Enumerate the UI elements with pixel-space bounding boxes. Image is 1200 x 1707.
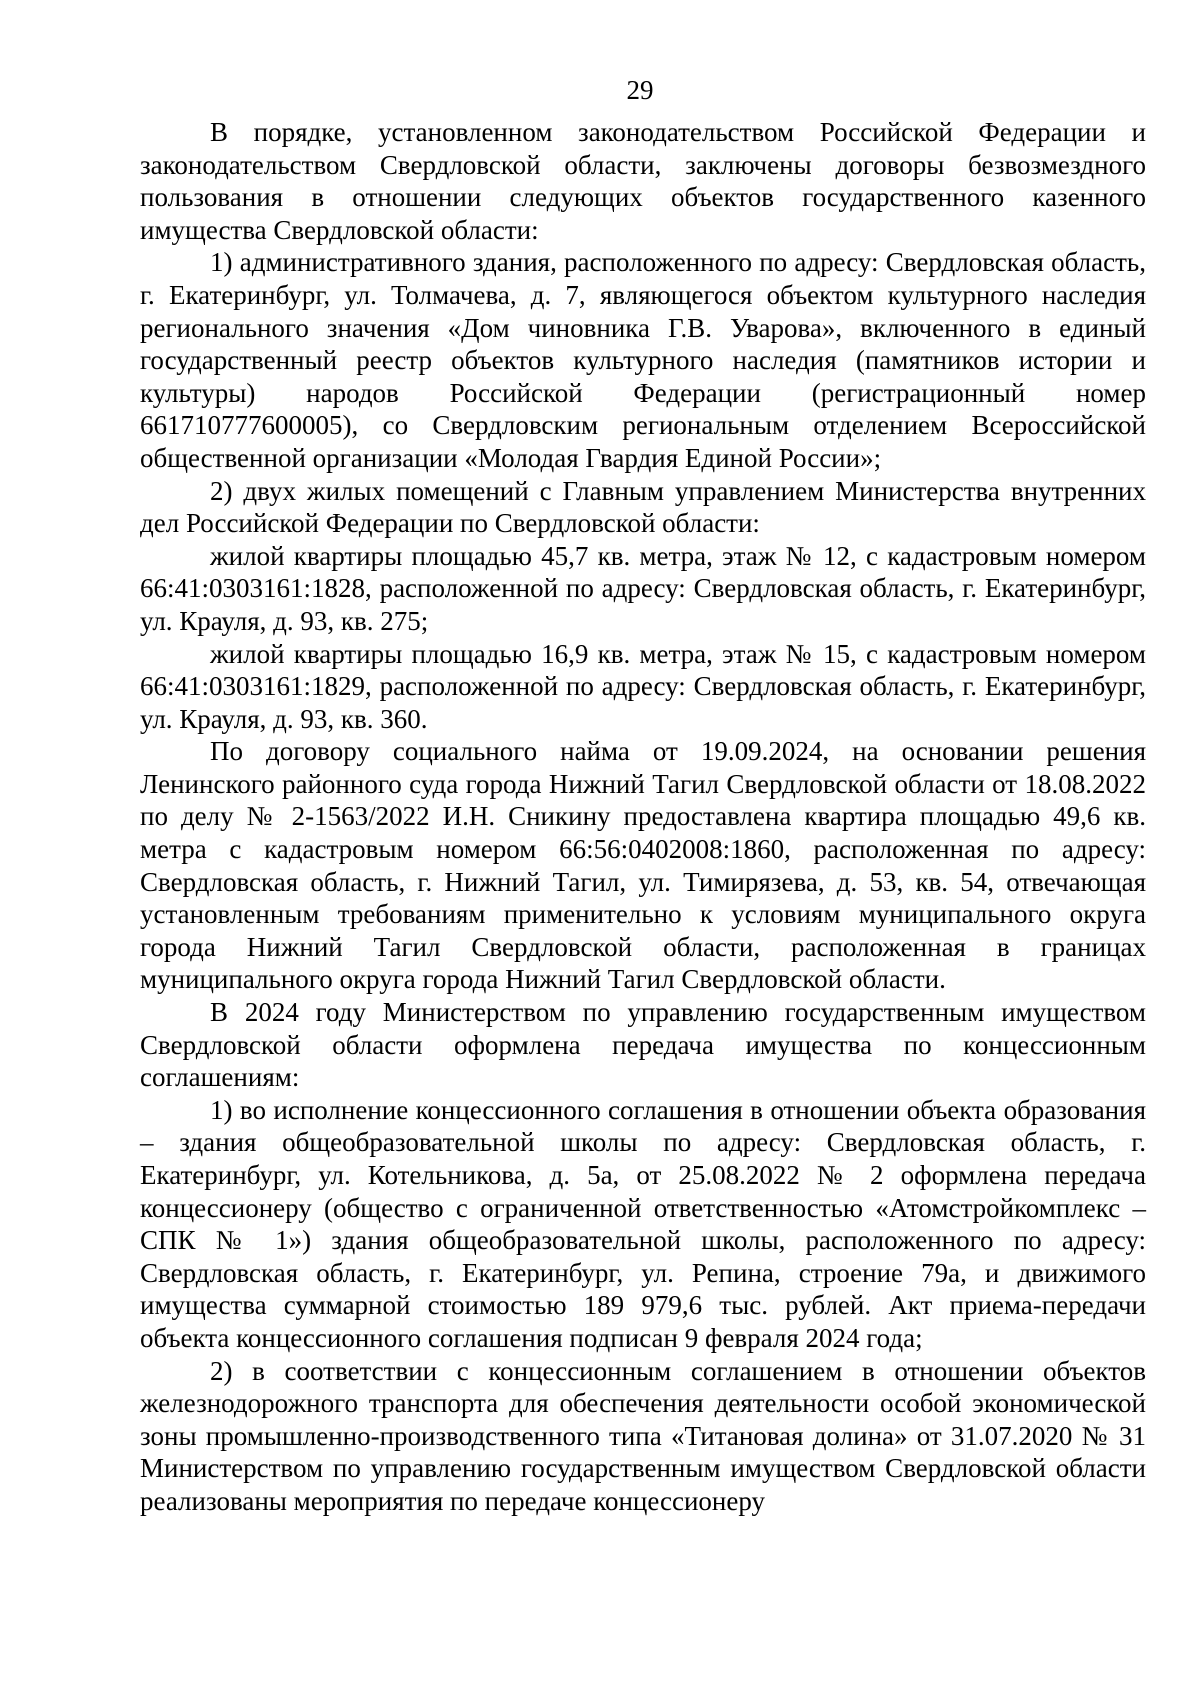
paragraph-railway-concession: 2) в соответствии с концессионным соглашением в отношении объектов железнодорожного транспорта для обеспечения деятельности особой экономической зоны промышленно-производственного типа «Титановая долина» от 31.07.2020 № 31 Министерством по управлению государственным имуществом Свердловской области реализованы мероприятия по передаче концессионеру [140, 1355, 1146, 1516]
document-body [140, 116, 1146, 1518]
paragraph-admin-building: 1) административного здания, расположенного по адресу: Свердловская область, г. Екатеринбург, ул. Толмачева, д. 7, являющегося объектом культурного наследия регионального значения «Дом чиновника Г.В. Уварова», включенного в единый государственный реестр объектов культурного наследия (памятников истории и культуры) народов Российской Федерации (регистрационный номер 661710777600005), со Свердловским региональным отделением Всероссийской общественной организации «Молодая Гвардия Единой России»; [140, 247, 1146, 473]
paragraph-apartment-360: жилой квартиры площадью 16,9 кв. метра, этаж № 15, с кадастровым номером 66:41:0303161:1829, расположенной по адресу: Свердловская область, г. Екатеринбург, ул. Крауля, д. 93, кв. 360. [140, 638, 1146, 734]
paragraph-concession-intro: В 2024 году Министерством по управлению государственным имуществом Свердловской области оформлена передача имущества по концессионным соглашениям: [140, 997, 1146, 1093]
paragraph-two-residential-premises: 2) двух жилых помещений с Главным управлением Министерства внутренних дел Российской Федерации по Свердловской области: [140, 475, 1146, 539]
page-number: 29 [626, 75, 654, 105]
paragraph-apartment-275: жилой квартиры площадью 45,7 кв. метра, этаж № 12, с кадастровым номером 66:41:0303161:1828, расположенной по адресу: Свердловская область, г. Екатеринбург, ул. Крауля, д. 93, кв. 275; [140, 540, 1146, 636]
paragraph-social-tenancy: По договору социального найма от 19.09.2024, на основании решения Ленинского районного суда города Нижний Тагил Свердловской области от 18.08.2022 по делу № 2-1563/2022 И.Н. Сникину предоставлена квартира площадью 49,6 кв. метра с кадастровым номером 66:56:0402008:1860, расположенная по адресу: Свердловская область, г. Нижний Тагил, ул. Тимирязева, д. 53, кв. 54, отвечающая установленным требованиям применительно к условиям муниципального округа города Нижний Тагил Свердловской области, расположенная в границах муниципального округа города Нижний Тагил Свердловской области. [140, 736, 1146, 995]
paragraph-school-concession: 1) во исполнение концессионного соглашения в отношении объекта образования – здания общеобразовательной школы по адресу: Свердловская область, г. Екатеринбург, ул. Котельникова, д. 5а, от 25.08.2022 № 2 оформлена передача концессионеру (общество с ограниченной ответственностью «Атомстройкомплекс – СПК № 1») здания общеобразовательной школы, расположенного по адресу: Свердловская область, г. Екатеринбург, ул. Репина, строение 79а, и движимого имущества суммарной стоимостью 189 979,6 тыс. рублей. Акт приема-передачи объекта концессионного соглашения подписан 9 февраля 2024 года; [140, 1094, 1146, 1353]
paragraph-loan-agreements-intro: В порядке, установленном законодательством Российской Федерации и законодательством Свердловской области, заключены договоры безвозмездного пользования в отношении следующих объектов государственного казенного имущества Свердловской области: [140, 117, 1146, 245]
